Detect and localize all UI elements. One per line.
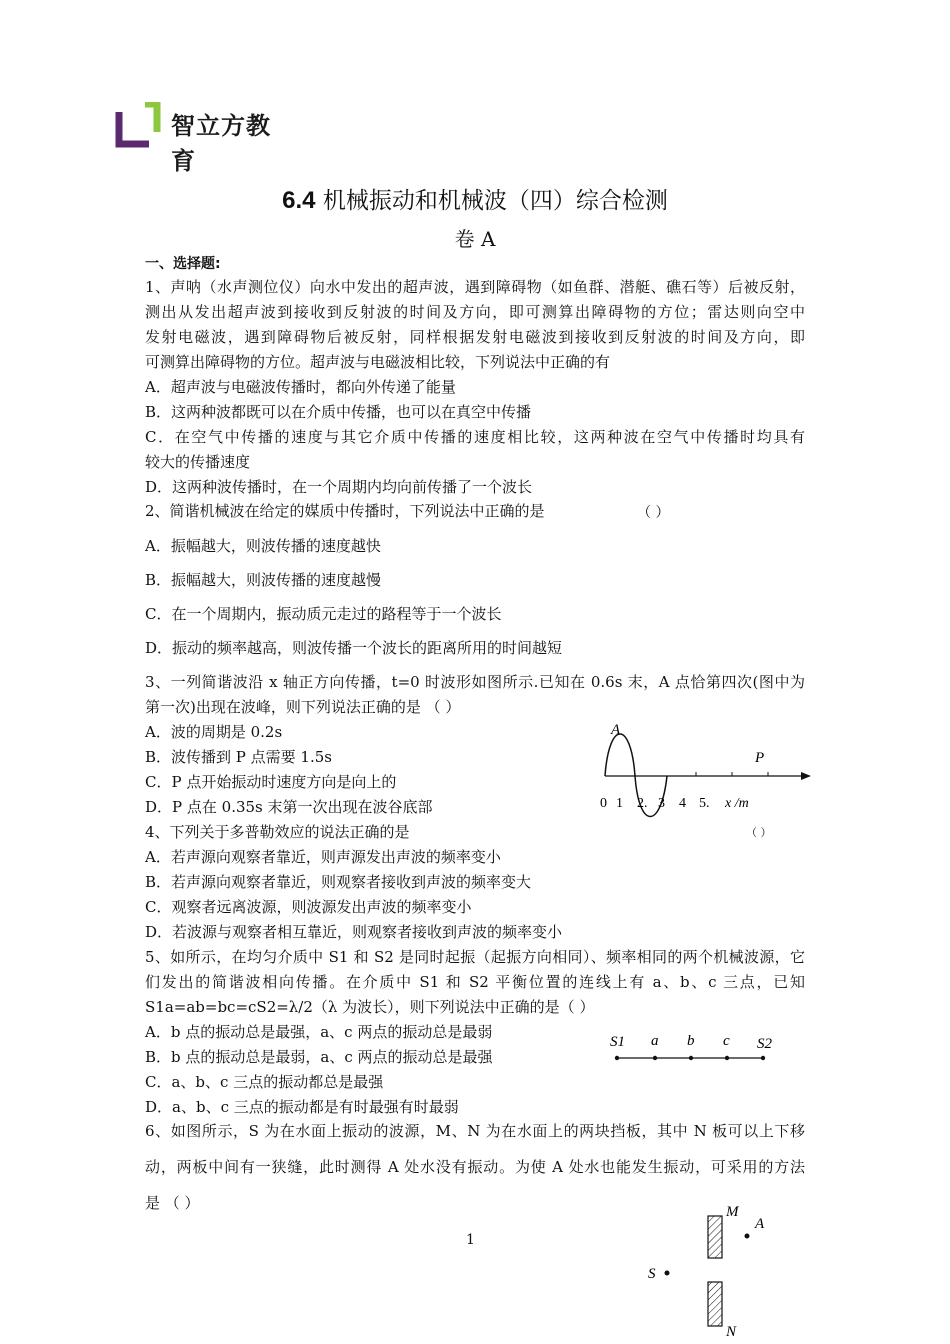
- wave-tick-label-0: 0: [600, 796, 607, 811]
- q2-stem: 2、简谐机械波在给定的媒质中传播时，下列说法中正确的是: [145, 502, 545, 520]
- label-n: N: [726, 1324, 737, 1340]
- sources-figure: [605, 1028, 785, 1068]
- point-a: [745, 1234, 750, 1239]
- q1-option-d: D．这两种波传播时，在一个周期内均向前传播了一个波长: [145, 478, 533, 496]
- q5-line-2: 们发出的简谐波相向传播。在介质中 S1 和 S2 平衡位置的连线上有 a、b、c 三点，已知: [145, 973, 805, 991]
- point-label-b: b: [687, 1033, 695, 1049]
- q1-option-c-cont: 较大的传播速度: [145, 453, 251, 471]
- wave-tick-label-1: 1: [616, 796, 623, 811]
- q5-option-d: D．a、b、c 三点的振动都是有时最强有时最弱: [145, 1098, 459, 1116]
- q6-line-2: 动，两板中间有一狭缝，此时测得 A 处水没有振动。为使 A 处水也能发生振动，可采用的方法: [145, 1158, 805, 1176]
- q1-line-2: 测出从发出超声波到接收到反射波的时间及方向，即可测算出障碍物的方位；雷达则向空中: [145, 303, 805, 321]
- q5-option-b: B．b 点的振动总是最弱，a、c 两点的振动总是最强: [145, 1048, 493, 1066]
- q4-option-a: A．若声源向观察者靠近，则声源发出声波的频率变小: [145, 848, 501, 866]
- wave-figure: [595, 712, 820, 827]
- dot-a: [653, 1056, 657, 1060]
- q1-line-3: 发射电磁波，遇到障碍物后被反射，同样根据发射电磁波到接收到反射波的时间及方向，即: [145, 328, 805, 346]
- label-m: M: [726, 1204, 739, 1220]
- q3-line-1: 3、一列简谐波沿 x 轴正方向传播，t=0 时波形如图所示.已知在 0.6s 末，A 点恰第四次(图中为: [145, 673, 805, 691]
- label-s: S: [648, 1266, 656, 1282]
- q6-line-1: 6、如图所示，S 为在水面上振动的波源，M、N 为在水面上的两块挡板，其中 N 板可以上下移: [145, 1122, 805, 1140]
- section-heading: 一、选择题:: [145, 256, 221, 272]
- q6-line-3: 是 （ ）: [145, 1194, 200, 1212]
- dot-s1: [615, 1056, 619, 1060]
- q1-option-b: B．这两种波都既可以在介质中传播，也可以在真空中传播: [145, 403, 532, 421]
- paper-label: 卷 A: [454, 227, 496, 251]
- q4-stem: 4、下列关于多普勒效应的说法正确的是: [145, 823, 410, 841]
- q1-option-a: A．超声波与电磁波传播时，都向外传递了能量: [145, 378, 456, 396]
- barrier-m: [708, 1216, 722, 1258]
- wave-tick-label-5: 5.: [699, 796, 710, 811]
- q4-option-c: C．观察者远离波源，则波源发出声波的频率变小: [145, 898, 472, 916]
- source-label-s1: S1: [610, 1034, 625, 1050]
- wave-tick-label-2: 2.: [637, 796, 648, 811]
- logo-text: 智立方教育: [171, 112, 271, 175]
- wave-axis-arrow-icon: [801, 772, 811, 780]
- label-a: A: [755, 1216, 765, 1232]
- logo: [113, 102, 283, 175]
- point-label-a: a: [651, 1033, 659, 1049]
- source-label-s2: S2: [757, 1036, 772, 1052]
- page-number: 1: [466, 1232, 475, 1248]
- source-s: [665, 1271, 670, 1276]
- wave-label-a: A: [611, 722, 621, 738]
- barrier-figure: [640, 1198, 780, 1344]
- q1-line-4: 可测算出障碍物的方位。超声波与电磁波相比较，下列说法中正确的有: [145, 353, 611, 371]
- q5-option-a: A．b 点的振动总是最强，a、c 两点的振动总是最弱: [145, 1023, 493, 1041]
- q2-option-c: C．在一个周期内，振动质元走过的路程等于一个波长: [145, 605, 502, 623]
- q2-answer-paren: （ ）: [637, 505, 670, 521]
- q1-line-1: 1、声呐（水声测位仪）向水中发出的超声波，遇到障碍物（如鱼群、潜艇、礁石等）后被反射，: [145, 278, 805, 296]
- wave-axis-unit: x /m: [725, 796, 749, 811]
- title-number: 6.4: [282, 187, 316, 214]
- q3-option-b: B．波传播到 P 点需要 1.5s: [145, 748, 332, 766]
- dot-b: [689, 1056, 693, 1060]
- wave-tick-label-3: 3: [658, 796, 665, 811]
- q2-option-a: A．振幅越大，则波传播的速度越快: [145, 537, 381, 555]
- q5-line-1: 5、如所示，在均匀介质中 S1 和 S2 是同时起振（起振方向相同）、频率相同的两个机械波源，它: [145, 948, 805, 966]
- q4-answer-paren: （ ）: [746, 826, 772, 839]
- q3-option-d: D．P 点在 0.35s 末第一次出现在波谷底部: [145, 798, 433, 816]
- title-text: 机械振动和机械波（四）综合检测: [322, 188, 668, 214]
- q5-line-3: S1a=ab=bc=cS2=λ/2（λ 为波长），则下列说法中正确的是（ ）: [145, 998, 595, 1016]
- q5-option-c: C．a、b、c 三点的振动都总是最强: [145, 1073, 384, 1091]
- wave-label-p: P: [755, 750, 765, 766]
- q4-option-d: D．若波源与观察者相互靠近，则观察者接收到声波的频率变小: [145, 923, 563, 941]
- dot-c: [725, 1056, 729, 1060]
- logo-mark-icon: [113, 102, 161, 150]
- wave-tick-label-4: 4: [679, 796, 686, 811]
- page-title: [0, 182, 950, 215]
- barrier-n: [708, 1282, 722, 1326]
- q4-option-b: B．若声源向观察者靠近，则观察者接收到声波的频率变大: [145, 873, 532, 891]
- q3-line-2: 第一次)出现在波峰，则下列说法正确的是 （ ）: [145, 698, 461, 716]
- point-label-c: c: [723, 1033, 730, 1049]
- q3-option-c: C．P 点开始振动时速度方向是向上的: [145, 773, 397, 791]
- dot-s2: [761, 1056, 765, 1060]
- q3-option-a: A．波的周期是 0.2s: [145, 723, 283, 741]
- q2-option-b: B．振幅越大，则波传播的速度越慢: [145, 571, 382, 589]
- q2-option-d: D．振动的频率越高，则波传播一个波长的距离所用的时间越短: [145, 639, 563, 657]
- q1-option-c: C．在空气中传播的速度与其它介质中传播的速度相比较，这两种波在空气中传播时均具有: [145, 428, 805, 446]
